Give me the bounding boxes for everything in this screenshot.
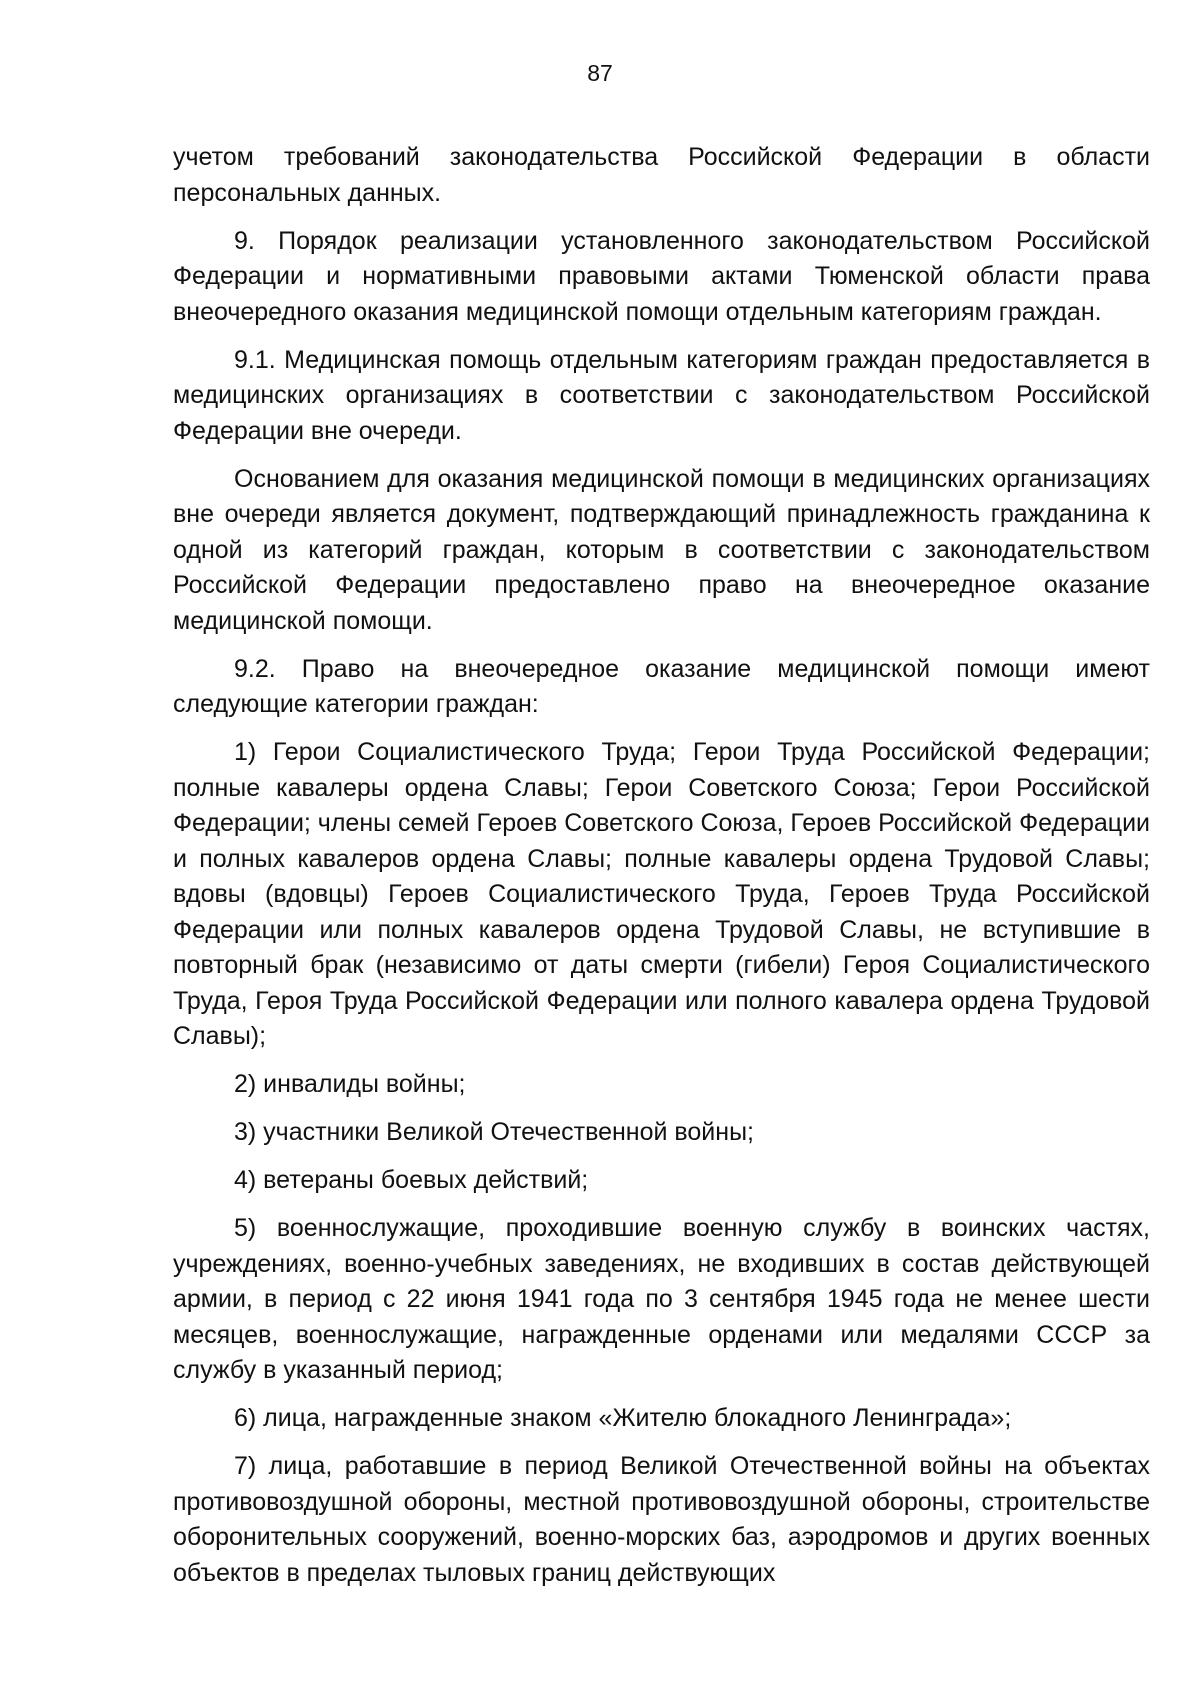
- list-item-3: 3) участники Великой Отечественной войны;: [234, 1118, 754, 1146]
- list-item-1: 1) Герои Социалистического Труда; Герои Труда Российской Федерации; полные кавалеры ордена Славы; Герои Советского Союза; Герои Российской Федерации; члены семей Героев Советского Союза, Героев Российской Федерации и полных кавалеров ордена Славы; полные кавалеры ордена Трудовой Славы; вдовы (вдовцы) Героев Социалистического Труда, Героев Труда Российской Федерации или полных кавалеров ордена Трудовой Славы, не вступившие в повторный брак (независимо от даты смерти (гибели) Героя Социалистического Труда, Героя Труда Российской Федерации или полного кавалера ордена Трудовой Славы);: [173, 738, 1150, 1050]
- paragraph-section-9-2: 9.2. Право на внеочередное оказание медицинской помощи имеют следующие категории граждан:: [173, 654, 1150, 718]
- paragraph-continuation: учетом требований законодательства Российской Федерации в области персональных данных.: [173, 143, 1150, 207]
- page-number: 87: [587, 60, 613, 86]
- document-body: [173, 140, 1150, 1604]
- paragraph-basis: Основанием для оказания медицинской помощи в медицинских организациях вне очереди является документ, подтверждающий принадлежность гражданина к одной из категорий граждан, которым в соответствии с законодательством Российской Федерации предоставлено право на внеочередное оказание медицинской помощи.: [173, 464, 1150, 635]
- paragraph-section-9-1: 9.1. Медицинская помощь отдельным категориям граждан предоставляется в медицинских организациях в соответствии с законодательством Российской Федерации вне очереди.: [173, 345, 1150, 445]
- list-item-5: 5) военнослужащие, проходившие военную службу в воинских частях, учреждениях, военно-учебных заведениях, не входивших в состав действующей армии, в период с 22 июня 1941 года по 3 сентября 1945 года не менее шести месяцев, военнослужащие, награжденные орденами или медалями СССР за службу в указанный период;: [173, 1214, 1150, 1384]
- list-item-6: 6) лица, награжденные знаком «Жителю блокадного Ленинграда»;: [234, 1404, 1012, 1432]
- list-item-4: 4) ветераны боевых действий;: [234, 1166, 589, 1194]
- list-item-7: 7) лица, работавшие в период Великой Отечественной войны на объектах противовоздушной обороны, местной противовоздушной обороны, строительстве оборонительных сооружений, военно-морских баз, аэродромов и других военных объектов в пределах тыловых границ действующих: [173, 1452, 1150, 1587]
- list-item-2: 2) инвалиды войны;: [234, 1070, 466, 1098]
- paragraph-section-9: 9. Порядок реализации установленного законодательством Российской Федерации и нормативными правовыми актами Тюменской области права внеочередного оказания медицинской помощи отдельным категориям граждан.: [173, 226, 1150, 326]
